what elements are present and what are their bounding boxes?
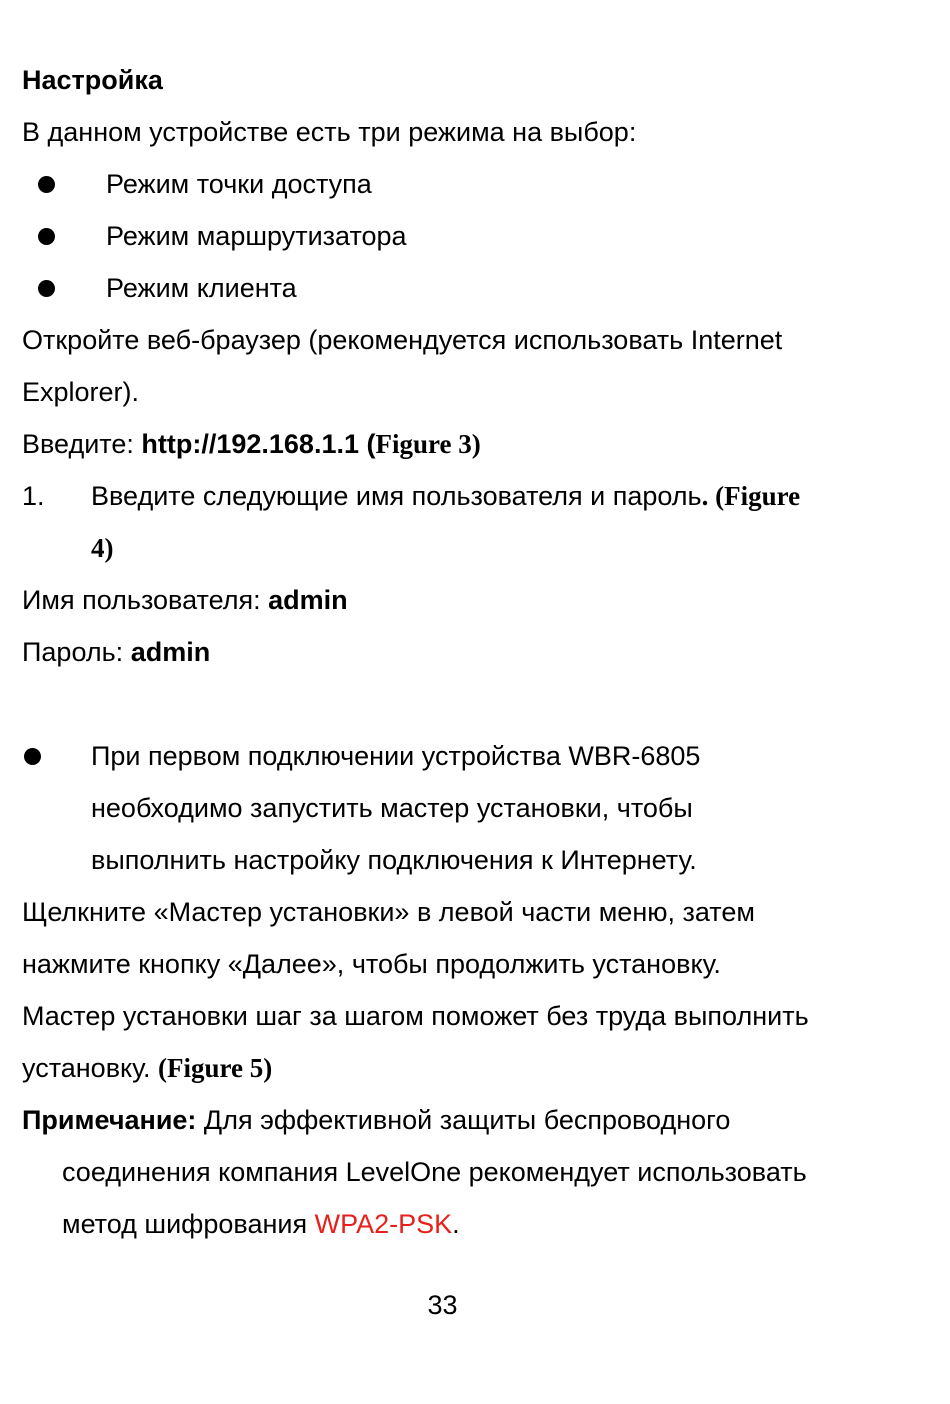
figure-3-ref: Figure 3	[375, 429, 472, 459]
note-period: .	[452, 1209, 460, 1239]
figure-5-ref-close: )	[263, 1053, 273, 1083]
step-number: 1.	[22, 481, 45, 511]
wizard-paragraph-line3: Мастер установки шаг за шагом поможет без труда выполнить	[22, 1001, 809, 1031]
wizard-bullet-line3: выполнить настройку подключения к Интернету.	[91, 845, 697, 875]
wizard-paragraph-end: установку.	[22, 1053, 158, 1083]
note-line3	[62, 1207, 460, 1241]
router-url: http://192.168.1.1	[141, 429, 359, 459]
figure-ref-close: )	[471, 429, 481, 459]
username-value: admin	[268, 585, 348, 615]
wizard-paragraph-line1: Щелкните «Мастер установки» в левой части меню, затем	[22, 897, 755, 927]
note-line1	[22, 1103, 730, 1137]
note-label: Примечание:	[22, 1105, 197, 1135]
bullet-icon	[24, 748, 41, 765]
username-line	[22, 583, 348, 617]
figure-5-ref-open: (	[157, 1053, 167, 1083]
enter-label: Введите:	[22, 429, 142, 459]
wizard-paragraph-line2: нажмите кнопку «Далее», чтобы продолжить установку.	[22, 949, 721, 979]
mode-item-router: Режим маршрутизатора	[106, 221, 407, 251]
password-label: Пароль:	[22, 637, 131, 667]
browser-instruction-line2: Explorer).	[22, 377, 140, 407]
step-ref-close: )	[104, 533, 114, 563]
wizard-bullet-line1: При первом подключении устройства WBR-6805	[91, 741, 701, 771]
note-text-line1: Для эффективной защиты беспроводного	[196, 1105, 731, 1135]
step-text-line1	[91, 479, 800, 513]
password-value: admin	[130, 637, 211, 667]
step-ref-open: . (	[701, 481, 725, 511]
step-text: Введите следующие имя пользователя и пароль	[91, 481, 702, 511]
bullet-icon	[38, 176, 55, 193]
step-text-line2	[91, 531, 114, 565]
mode-item-client: Режим клиента	[106, 273, 297, 303]
mode-item-ap: Режим точки доступа	[106, 169, 372, 199]
figure-ref-open: (	[359, 429, 376, 459]
wizard-bullet-line2: необходимо запустить мастер установки, чтобы	[91, 793, 693, 823]
wizard-paragraph-line4	[22, 1051, 272, 1085]
page-number: 33	[427, 1290, 458, 1320]
username-label: Имя пользователя:	[22, 585, 269, 615]
bullet-icon	[38, 228, 55, 245]
browser-instruction-line1: Откройте веб-браузер (рекомендуется использовать Internet	[22, 325, 783, 355]
section-heading: Настройка	[22, 65, 163, 95]
figure-5-ref: Figure 5	[166, 1053, 264, 1083]
encryption-method: WPA2-PSK	[314, 1209, 453, 1239]
bullet-icon	[38, 280, 55, 297]
note-text-line3: метод шифрования	[62, 1209, 315, 1239]
figure-4-ref-part1: Figure	[724, 481, 801, 511]
note-line2: соединения компания LevelOne рекомендует использовать	[62, 1157, 807, 1187]
enter-url-line	[22, 427, 481, 461]
password-line	[22, 635, 210, 669]
figure-4-ref-part2: 4	[91, 533, 105, 563]
intro-text: В данном устройстве есть три режима на выбор:	[22, 117, 637, 147]
